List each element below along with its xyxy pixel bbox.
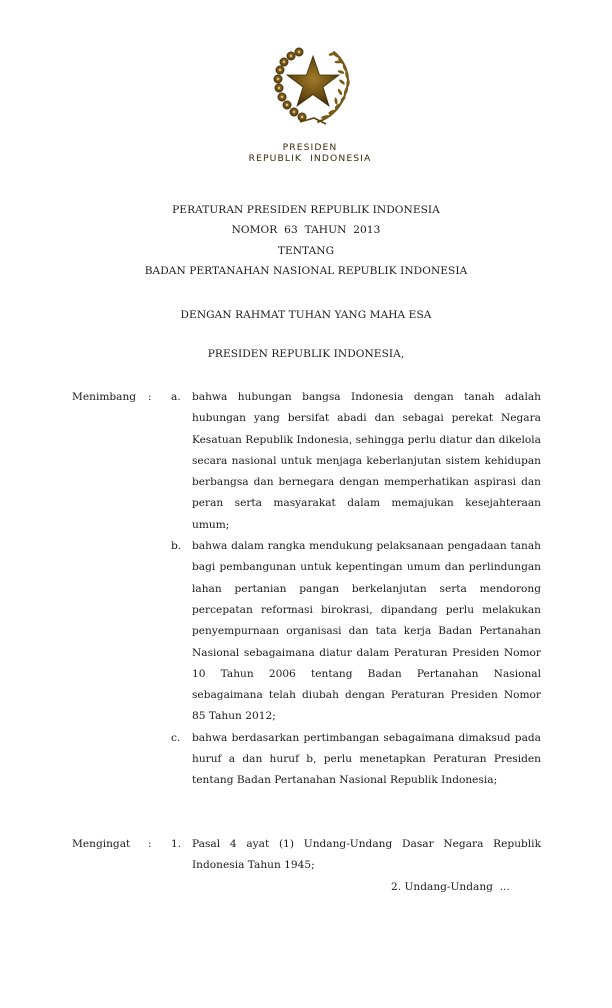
mengingat-section [0, 834, 612, 877]
page-continuation: 2. Undang-Undang ... [391, 881, 510, 893]
document-type-title: PERATURAN PRESIDEN REPUBLIK INDONESIA [172, 204, 440, 216]
item-text: bahwa berdasarkan pertimbangan sebagaimana dimaksud pada huruf a dan huruf b, perlu menetapkan Peraturan Presiden tentang Badan Pertanahan Nasional Republik Indonesia; [192, 731, 541, 787]
item-text: bahwa dalam rangka mendukung pelaksanaan pengadaan tanah bagi pembangunan untuk kepentingan umum dan perlindungan lahan pertanian pangan berkelanjutan serta mendorong percepatan reformasi birokrasi, dipandang perlu melakukan penyempurnaan organisasi dan tata kerja Badan Pertanahan Nasional sebagaimana diatur dalam Peraturan Presiden Nomor 10 Tahun 2006 tentang Badan Pertanahan Nasional sebagaimana telah diubah dengan Peraturan Presiden Nomor 85 Tahun 2012; [192, 540, 541, 723]
tentang-heading: TENTANG [277, 245, 335, 257]
menimbang-colon: : [148, 391, 152, 403]
item-marker: c. [171, 731, 181, 744]
presidential-seal-icon [272, 42, 354, 128]
menimbang-item-c [0, 728, 612, 792]
emblem-caption-republic: REPUBLIK INDONESIA [248, 153, 372, 164]
menimbang-section [0, 387, 612, 792]
emblem-caption-president: PRESIDEN [282, 142, 338, 153]
menimbang-item-a [0, 387, 612, 536]
presidential-emblem [272, 42, 354, 128]
mengingat-colon: : [148, 838, 152, 850]
regulation-number: NOMOR 63 TAHUN 2013 [231, 224, 381, 236]
item-marker: b. [171, 540, 182, 553]
issuer: PRESIDEN REPUBLIK INDONESIA, [207, 348, 405, 360]
item-text: Pasal 4 ayat (1) Undang-Undang Dasar Negara Republik Indonesia Tahun 1945; [192, 838, 541, 872]
invocation: DENGAN RAHMAT TUHAN YANG MAHA ESA [180, 309, 432, 321]
item-marker: 1. [171, 838, 182, 850]
regulation-subject: BADAN PERTANAHAN NASIONAL REPUBLIK INDONESIA [144, 265, 468, 277]
item-marker: a. [171, 391, 181, 403]
mengingat-item-1 [0, 834, 612, 877]
menimbang-label: Menimbang [72, 391, 137, 403]
menimbang-item-b [0, 536, 612, 728]
mengingat-label: Mengingat [72, 838, 131, 850]
item-text: bahwa hubungan bangsa Indonesia dengan tanah adalah hubungan yang bersifat abadi dan sebagai perekat Negara Kesatuan Republik Indonesia, sehingga perlu diatur dan dikelola secara nasional untuk menjaga keberlanjutan sistem kehidupan berbangsa dan bernegara dengan memperhatikan aspirasi dan peran serta masyarakat dalam memajukan kesejahteraan umum; [192, 391, 541, 531]
